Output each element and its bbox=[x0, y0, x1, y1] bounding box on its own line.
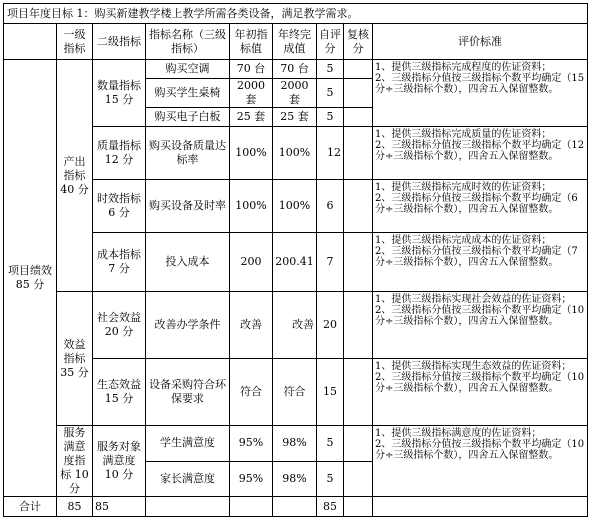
level1-satisfaction: 服务满意度指标 10 分 bbox=[57, 426, 93, 497]
self-score: 6 bbox=[317, 180, 344, 233]
self-score: 15 bbox=[317, 359, 344, 426]
review-score bbox=[344, 233, 373, 292]
start-value: 2000 套 bbox=[230, 79, 273, 108]
start-value: 95% bbox=[230, 426, 273, 462]
header-start: 年初指标值 bbox=[230, 24, 273, 60]
end-value: 100% bbox=[273, 127, 317, 180]
criteria-eco bbox=[373, 359, 588, 426]
criteria-line: 1、提供三级指标完成程度的佐证资料； bbox=[375, 62, 552, 73]
criteria-social bbox=[373, 292, 588, 359]
self-score: 7 bbox=[317, 233, 344, 292]
review-score bbox=[344, 359, 373, 426]
review-score bbox=[344, 461, 373, 497]
total-empty bbox=[146, 497, 230, 517]
review-score bbox=[344, 180, 373, 233]
end-value: 2000 套 bbox=[273, 79, 317, 108]
level2-social: 社会效益 20 分 bbox=[93, 292, 146, 359]
level1-benefit: 效益指标 35 分 bbox=[57, 292, 93, 426]
self-score: 5 bbox=[317, 79, 344, 108]
criteria-line: 2、三级指标分值按三级指标个数平均确定（7 分÷三级指标个数），四舍五入保留整数。 bbox=[375, 246, 578, 268]
start-value: 200 bbox=[230, 233, 273, 292]
self-score: 5 bbox=[317, 108, 344, 127]
criteria-quality bbox=[373, 127, 588, 180]
criteria-quantity bbox=[373, 60, 588, 127]
total-empty bbox=[273, 497, 317, 517]
criteria-service bbox=[373, 426, 588, 497]
total-empty bbox=[230, 497, 273, 517]
indicator-name: 购买电子白板 bbox=[146, 108, 230, 127]
start-value: 70 台 bbox=[230, 60, 273, 79]
level2-eco: 生态效益 15 分 bbox=[93, 359, 146, 426]
header-review: 复核分 bbox=[344, 24, 373, 60]
header-criteria: 评价标准 bbox=[373, 24, 588, 60]
end-value: 200.41 bbox=[273, 233, 317, 292]
total-empty bbox=[373, 497, 588, 517]
review-score bbox=[344, 108, 373, 127]
criteria-cost bbox=[373, 233, 588, 292]
category-cell: 项目绩效 85 分 bbox=[4, 60, 57, 497]
indicator-name: 购买设备质量达标率 bbox=[146, 127, 230, 180]
header-level2: 二级指标 bbox=[93, 24, 146, 60]
criteria-line: 1、提供三级指标完成成本的佐证资料； bbox=[375, 235, 552, 246]
total-empty bbox=[344, 497, 373, 517]
performance-evaluation-table bbox=[3, 3, 588, 517]
level2-cost: 成本指标 7 分 bbox=[93, 233, 146, 292]
start-value: 95% bbox=[230, 461, 273, 497]
criteria-line: 1、提供三级指标完成时效的佐证资料； bbox=[375, 182, 552, 193]
criteria-line: 1、提供三级指标实现生态效益的佐证资料； bbox=[375, 361, 572, 372]
total-level1: 85 bbox=[57, 497, 93, 517]
end-value: 改善 bbox=[273, 292, 317, 359]
self-score: 5 bbox=[317, 60, 344, 79]
end-value: 70 台 bbox=[273, 60, 317, 79]
criteria-line: 2、三级指标分值按三级指标个数平均确定（10 分÷三级指标个数），四舍五入保留整数。 bbox=[375, 305, 585, 327]
level2-service: 服务对象满意度 10 分 bbox=[93, 426, 146, 497]
self-score: 12 bbox=[317, 127, 344, 180]
header-end: 年终完成值 bbox=[273, 24, 317, 60]
start-value: 100% bbox=[230, 127, 273, 180]
end-value: 符合 bbox=[273, 359, 317, 426]
level2-quality: 质量指标 12 分 bbox=[93, 127, 146, 180]
start-value: 25 套 bbox=[230, 108, 273, 127]
indicator-name: 购买空调 bbox=[146, 60, 230, 79]
review-score bbox=[344, 127, 373, 180]
self-score: 5 bbox=[317, 461, 344, 497]
indicator-name: 设备采购符合环保要求 bbox=[146, 359, 230, 426]
end-value: 25 套 bbox=[273, 108, 317, 127]
indicator-name: 购买学生桌椅 bbox=[146, 79, 230, 108]
header-empty bbox=[4, 24, 57, 60]
level2-timeliness: 时效指标 6 分 bbox=[93, 180, 146, 233]
criteria-timeliness bbox=[373, 180, 588, 233]
table-title: 项目年度目标 1：购买新建教学楼上教学所需各类设备，满足教学需求。 bbox=[4, 4, 588, 24]
indicator-name: 投入成本 bbox=[146, 233, 230, 292]
self-score: 5 bbox=[317, 426, 344, 462]
indicator-name: 家长满意度 bbox=[146, 461, 230, 497]
indicator-name: 学生满意度 bbox=[146, 426, 230, 462]
total-label: 合计 bbox=[4, 497, 57, 517]
indicator-name: 购买设备及时率 bbox=[146, 180, 230, 233]
review-score bbox=[344, 292, 373, 359]
review-score bbox=[344, 79, 373, 108]
start-value: 100% bbox=[230, 180, 273, 233]
end-value: 98% bbox=[273, 461, 317, 497]
criteria-line: 2、三级指标分值按三级指标个数平均确定（10 分÷三级指标个数），四舍五入保留整数。 bbox=[375, 372, 585, 394]
end-value: 98% bbox=[273, 426, 317, 462]
review-score bbox=[344, 426, 373, 462]
level2-quantity: 数量指标 15 分 bbox=[93, 60, 146, 127]
criteria-line: 2、三级指标分值按三级指标个数平均确定（10 分÷三级指标个数），四舍五入保留整数。 bbox=[375, 439, 585, 461]
criteria-line: 1、提供三级指标满意度的佐证资料； bbox=[375, 428, 542, 439]
start-value: 符合 bbox=[230, 359, 273, 426]
start-value: 改善 bbox=[230, 292, 273, 359]
total-self: 85 bbox=[317, 497, 344, 517]
header-self: 自评分 bbox=[317, 24, 344, 60]
criteria-line: 1、提供三级指标完成质量的佐证资料； bbox=[375, 129, 552, 140]
criteria-line: 2、三级指标分值按三级指标个数平均确定（6 分÷三级指标个数），四舍五入保留整数。 bbox=[375, 193, 578, 215]
end-value: 100% bbox=[273, 180, 317, 233]
criteria-line: 2、三级指标分值按三级指标个数平均确定（15 分÷三级指标个数），四舍五入保留整数。 bbox=[375, 73, 585, 95]
level1-output: 产出指标 40 分 bbox=[57, 60, 93, 292]
criteria-line: 1、提供三级指标实现社会效益的佐证资料； bbox=[375, 294, 572, 305]
review-score bbox=[344, 60, 373, 79]
self-score: 20 bbox=[317, 292, 344, 359]
criteria-line: 2、三级指标分值按三级指标个数平均确定（12 分÷三级指标个数），四舍五入保留整数。 bbox=[375, 140, 585, 162]
total-level2: 85 bbox=[93, 497, 146, 517]
indicator-name: 改善办学条件 bbox=[146, 292, 230, 359]
header-name: 指标名称（三级指标） bbox=[146, 24, 230, 60]
header-level1: 一级指标 bbox=[57, 24, 93, 60]
